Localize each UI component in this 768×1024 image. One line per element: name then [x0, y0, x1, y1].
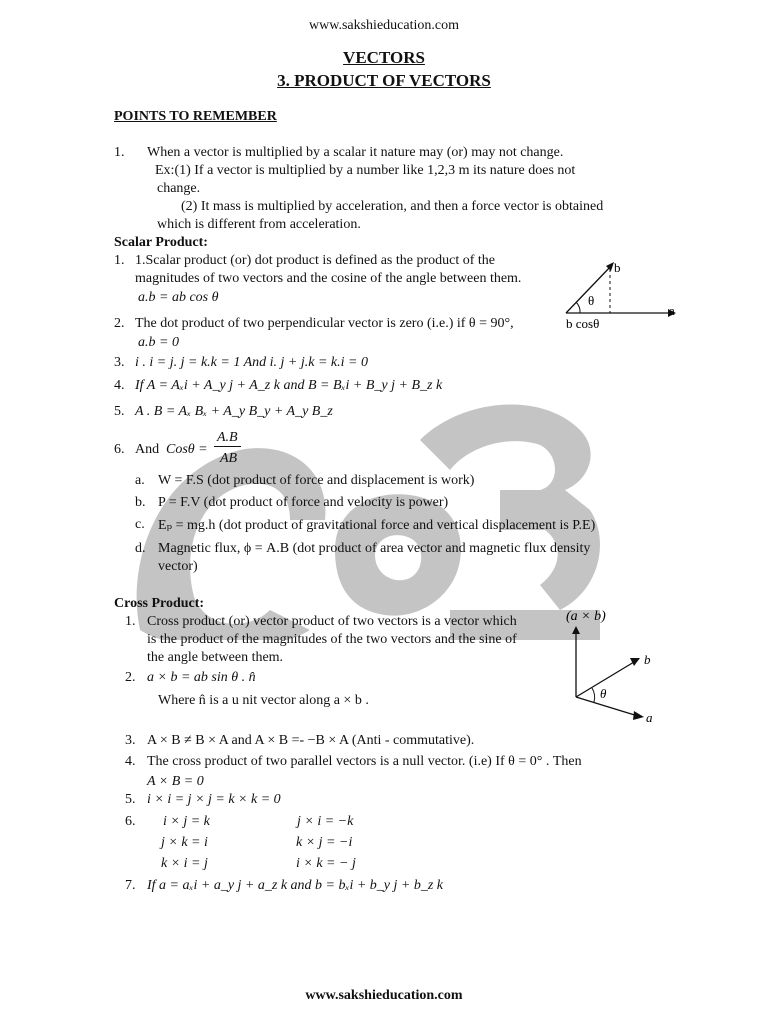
cross-i3-num: 3. — [125, 733, 136, 748]
sub-c-text: Eₚ = mg.h (dot product of gravitational force and vertical displacement is P.E) — [158, 518, 596, 533]
point1-ex1b: change. — [157, 181, 201, 196]
scalar-i1b: magnitudes of two vectors and the cosine of the angle between them. — [135, 271, 522, 286]
scalar-i6-numerator: A.B — [214, 430, 241, 447]
cross-i6-r2-right: k × j = −i — [296, 835, 353, 850]
cross-i1b: is the product of the magnitudes of the two vectors and the sine of — [147, 632, 517, 647]
sub-a-text: W = F.S (dot product of force and displacement is work) — [158, 473, 475, 488]
point1-text: When a vector is multiplied by a scalar it nature may (or) may not change. — [147, 145, 564, 160]
cross-i2-num: 2. — [125, 670, 136, 685]
points-heading: POINTS TO REMEMBER — [114, 109, 277, 124]
cross-i4-num: 4. — [125, 754, 136, 769]
cross-i1a: Cross product (or) vector product of two vectors is a vector which — [147, 614, 517, 629]
diagram-label-a: a — [669, 303, 675, 318]
sub-d-text-cont: vector) — [158, 559, 198, 574]
cross-i6-num: 6. — [125, 814, 136, 829]
sub-d-text: Magnetic flux, ϕ = A.B (dot product of area vector and magnetic flux density — [158, 541, 591, 556]
scalar-i3: i . i = j. j = k.k = 1 And i. j + j.k = k.i = 0 — [135, 355, 368, 370]
footer-url: www.sakshieducation.com — [305, 988, 463, 1003]
cross-i7-num: 7. — [125, 878, 136, 893]
cross-i5: i × i = j × j = k × k = 0 — [147, 792, 281, 807]
cross-i6-r1-left: i × j = k — [163, 814, 210, 829]
scalar-i3-num: 3. — [114, 355, 125, 370]
cross-i1-num: 1. — [125, 614, 136, 629]
sub-a-letter: a. — [135, 473, 145, 488]
sub-b-letter: b. — [135, 495, 146, 510]
diagram-label-b: b — [644, 652, 651, 667]
vector-a-arrowhead — [633, 711, 644, 720]
scalar-i5-num: 5. — [114, 404, 125, 419]
cross-i2: a × b = ab sin θ . n̂ — [147, 670, 256, 685]
scalar-i6-denominator: AB — [220, 451, 238, 466]
scalar-i1-num: 1. — [114, 253, 125, 268]
scalar-i6-and: And — [135, 442, 160, 457]
scalar-i4-num: 4. — [114, 378, 125, 393]
scalar-i4: If A = Aₓi + A_y j + A_z k and B = Bₓi + B_y j + B_z k — [135, 378, 443, 393]
dot-product-diagram — [556, 255, 686, 335]
diagram-label-theta: θ — [600, 686, 607, 701]
point1-ex2b: which is different from acceleration. — [157, 217, 361, 232]
cross-i7: If a = aₓi + a_y j + a_z k and b = bₓi + b_y j + b_z k — [147, 878, 444, 893]
diagram-label-axb: (a × b) — [566, 609, 606, 624]
scalar-i6-cos: Cosθ = — [166, 442, 208, 457]
diagram-label-a: a — [646, 710, 653, 725]
cross-i6-r2-left: j × k = i — [161, 835, 208, 850]
sub-d-letter: d. — [135, 541, 146, 556]
sub-b-text: P = F.V (dot product of force and velocity is power) — [158, 495, 449, 510]
scalar-i2a: The dot product of two perpendicular vector is zero (i.e.) if θ = 90°, — [135, 316, 514, 331]
point1-ex1a: Ex:(1) If a vector is multiplied by a number like 1,2,3 m its nature does not — [155, 163, 576, 178]
cross-i2-where: Where n̂ is a u nit vector along a × b . — [158, 693, 369, 708]
point1-num: 1. — [114, 145, 125, 160]
scalar-i1-formula: a.b = ab cos θ — [138, 290, 219, 305]
scalar-i1a: 1.Scalar product (or) dot product is defined as the product of the — [135, 253, 496, 268]
diagram-label-bcos: b cosθ — [566, 316, 600, 331]
point1-ex2a: (2) It mass is multiplied by acceleration, and then a force vector is obtained — [181, 199, 604, 214]
cross-i4a: The cross product of two parallel vectors is a null vector. (i.e) If θ = 0° . Then — [147, 754, 582, 769]
header-url: www.sakshieducation.com — [309, 18, 459, 33]
cross-i6-r3-left: k × i = j — [161, 856, 208, 871]
scalar-i6-num: 6. — [114, 442, 125, 457]
page-title: VECTORS — [343, 48, 425, 67]
scalar-i2b: a.b = 0 — [138, 335, 179, 350]
diagram-label-b: b — [614, 260, 621, 275]
cross-i4b: A × B = 0 — [147, 774, 204, 789]
scalar-i5: A . B = Aₓ Bₓ + A_y B_y + A_y B_z — [135, 404, 333, 419]
cross-i6-r3-right: i × k = − j — [296, 856, 356, 871]
cross-i6-r1-right: j × i = −k — [297, 814, 354, 829]
diagram-label-theta: θ — [588, 293, 595, 308]
cross-i3: A × B ≠ B × A and A × B =- −B × A (Anti - commutative). — [147, 733, 475, 748]
cross-heading: Cross Product: — [114, 596, 205, 611]
scalar-heading: Scalar Product: — [114, 235, 208, 250]
cross-product-diagram — [556, 602, 686, 727]
vector-axb-arrowhead — [572, 626, 580, 634]
page-subtitle: 3. PRODUCT OF VECTORS — [277, 71, 491, 90]
cross-i1c: the angle between them. — [147, 650, 284, 665]
cross-i5-num: 5. — [125, 792, 136, 807]
vector-b-arrowhead — [630, 658, 640, 666]
sub-c-letter: c. — [135, 517, 145, 532]
scalar-i2-num: 2. — [114, 316, 125, 331]
